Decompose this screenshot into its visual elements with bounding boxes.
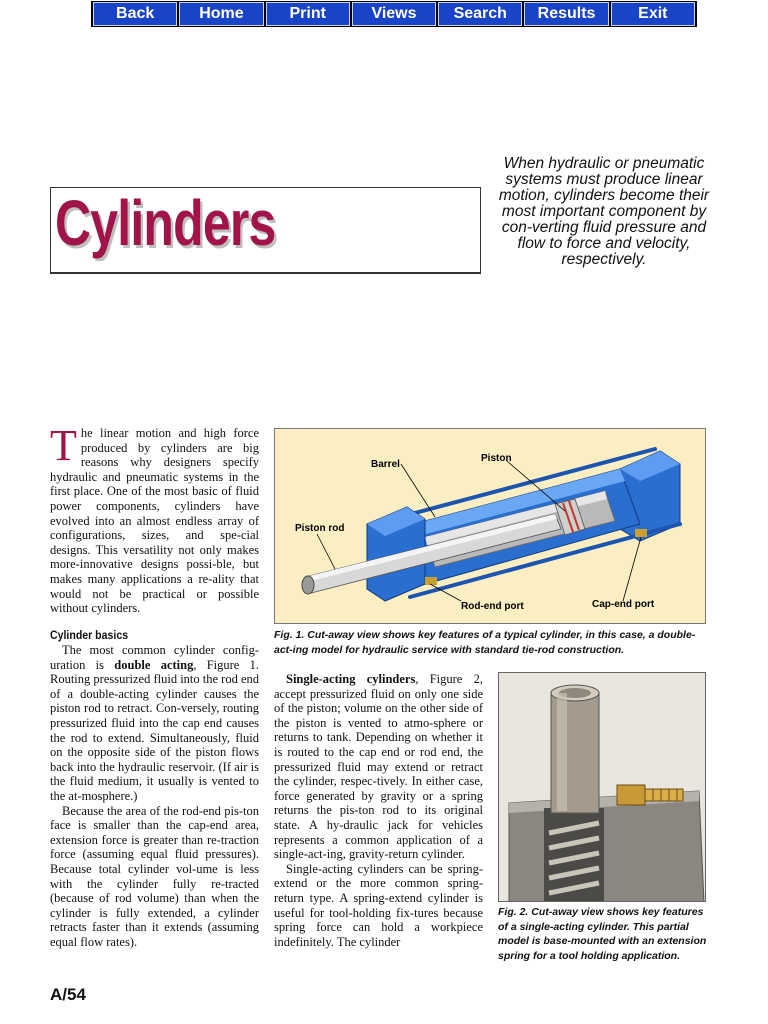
section-heading: Cylinder basics xyxy=(50,628,129,642)
exit-button[interactable]: Exit xyxy=(611,2,695,26)
intro-text: he linear motion and high force produced by cylinders are big reasons why designers specify hydraulic and pneumatic systems in the first place. One of the most basic of fluid power components, cylinders have evolved into an almost endless array of configurations, sizes, and spe-cial designs. This versatility not only makes more-innovative designs possi-ble, but makes many applications a re-ality that would not be practical or possible without cylinders. xyxy=(50,426,259,616)
pull-quote: When hydraulic or pneumatic systems must produce linear motion, cylinders become their most important component by con-verting fluid pressure and flow to force and velocity, respectively. xyxy=(498,155,710,268)
drop-cap: T xyxy=(50,421,77,470)
figure-1-cylinder-illustration xyxy=(274,428,706,624)
label-piston: Piston xyxy=(481,453,512,464)
results-button[interactable]: Results xyxy=(524,2,608,26)
label-barrel: Barrel xyxy=(371,459,400,470)
label-piston-rod: Piston rod xyxy=(295,523,345,534)
intro-paragraph xyxy=(50,421,259,616)
nav-bar xyxy=(91,1,697,27)
search-button[interactable]: Search xyxy=(438,2,522,26)
keyword: Single-acting cylinders xyxy=(286,672,416,686)
figure-2-cylinder-photo xyxy=(498,672,706,902)
figure-1-caption: Fig. 1. Cut-away view shows key features of a typical cylinder, in this case, a double-act-ing model for hydraulic service with standard tie-rod construction. xyxy=(274,629,696,656)
views-button[interactable]: Views xyxy=(352,2,436,26)
page-number: A/54 xyxy=(50,985,86,1004)
back-button[interactable]: Back xyxy=(93,2,177,26)
paragraph: Single-acting cylinders, Figure 2, accept pressurized fluid on only one side of the piston; volume on the other side of the piston is vented to atmo-sphere or returns to tank. Depending on whether it is routed to the cap end or rod end, the pressurized fluid may extend or retract the cylinder, respec-tively. In either case, force generated by gravity or a spring returns the pis-ton rod to its original state. A hy-draulic jack for vehicles represents a common application of a single-act-ing, gravity-return cylinder. xyxy=(274,672,483,862)
print-button[interactable]: Print xyxy=(266,2,350,26)
paragraph: The most common cylinder config-uration is double acting, Figure 1. Routing pressurized fluid into the rod end of a double-acting cylinder causes the piston rod to retract. Con-versely, routing pressurized fluid into the cap end causes the rod to extend. Simultaneously, fluid on the opposite side of the piston flows back into the hydraulic reservoir. (If air is the fluid medium, it usually is vented to the at-mosphere.) xyxy=(50,643,260,803)
column-2-body xyxy=(274,672,483,949)
keyword: double acting xyxy=(114,657,194,672)
paragraph: Single-acting cylinders can be spring-extend or the more common spring-return type. A spring-extend cylinder is useful for tool-holding fix-tures because spring force can hold a workpiece indefinitely. The cylinder xyxy=(274,861,483,949)
rod-end-port-fitting xyxy=(425,577,437,585)
label-rod-end-port: Rod-end port xyxy=(461,601,524,612)
page-title: Cylinders xyxy=(55,187,276,259)
label-cap-end-port: Cap-end port xyxy=(592,599,655,610)
paragraph: Because the area of the rod-end pis-ton face is smaller than the cap-end area, extension force is greater than re-traction force (assuming equal fluid pressures). Because total cylinder vol-ume is less with the cylinder fully re-tracted (because of rod volume) than when the cylinder is fully extended, a cylinder retracts faster than it extends (assuming equal flow rates). xyxy=(50,803,259,949)
cap-end-port-fitting xyxy=(635,529,647,537)
home-button[interactable]: Home xyxy=(179,2,263,26)
figure-2-caption: Fig. 2. Cut-away view shows key features of a single-acting cylinder. This partial model is base-mounted with an extension spring for a tool holding application. xyxy=(498,906,707,962)
single-acting-cylinder-drawing xyxy=(499,673,706,902)
column-1-body xyxy=(50,643,259,949)
title-box xyxy=(50,187,481,274)
cylinder-drawing xyxy=(275,429,706,624)
